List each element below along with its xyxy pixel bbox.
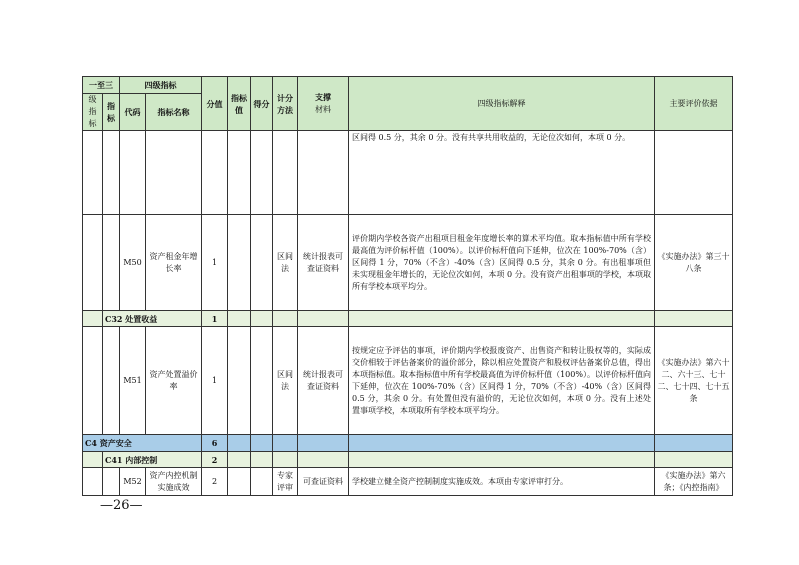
c4-label: C4 资产安全: [83, 435, 202, 452]
m52-code: M52: [120, 468, 146, 496]
m50-method: 区间法: [273, 215, 298, 311]
header-explanation: 四级指标解释: [349, 77, 655, 131]
header-row-1: [83, 77, 733, 94]
m50-material: 统计报表可查证资料: [298, 215, 349, 311]
header-index-value: 指标 值: [228, 77, 251, 131]
m52-basis: 《实施办法》第六条；《内控指南》: [655, 468, 733, 496]
header-basis: 主要评价依据: [655, 77, 733, 131]
header-method: 计分 方法: [273, 77, 298, 131]
m50-score: 1: [202, 215, 228, 311]
m50-explanation: 评价期内学校各资产出租项目租金年度增长率的算术平均值。取本指标值中所有学校最高值为评价标杆值（100%）。以评价标杆值向下延伸，位次在 100%-70%（含）区间得 1 分，70%（不含）-40%（含）区间得 0.5 分，其余 0 分。有出租事项但未实现租金年增长的，无论位次如何，本项 0 分。没有资产出租事项的学校，本项取所有学校本项平均分。: [349, 215, 655, 311]
m51-method: 区间法: [273, 327, 298, 435]
m52-material: 可查证资料: [298, 468, 349, 496]
header-level-index-bold: 指标: [103, 94, 120, 131]
m51-name: 资产处置溢价率: [146, 327, 202, 435]
m50-code: M50: [120, 215, 146, 311]
m52-method: 专家评审: [273, 468, 298, 496]
m52-explanation: 学校建立健全资产控制制度实施成效。本项由专家评审打分。: [349, 468, 655, 496]
c4-score: 6: [202, 435, 228, 452]
header-score: 分值: [202, 77, 228, 131]
header-code: 代码: [120, 94, 146, 131]
m50-basis: 《实施办法》第三十八条: [655, 215, 733, 311]
c41-score: 2: [202, 452, 228, 468]
c32-label: C32 处置收益: [103, 311, 202, 327]
m51-code: M51: [120, 327, 146, 435]
evaluation-table: [82, 76, 733, 496]
header-name: 指标名称: [146, 94, 202, 131]
m51-explanation: 按规定应予评估的事项，评价期内学校报废资产、出售资产和转让股权等的，实际成交价相较于评估备案价的溢价部分，除以相应处置资产和股权评估备案价总值，得出本项指标值。取本指标值中所有学校最高值为评价标杆值（100%）。以评价标杆值向下延伸，位次在 100%-70%（含）区间得 1 分，70%（不含）-40%（含）区间得 0.5 分，其余 0 分。有处置但没有溢价的，无论位次如何，本项 0 分。没有上述处置事项学校，本项取所有学校本项平均分。: [349, 327, 655, 435]
continuation-row: [83, 131, 733, 215]
c41-label: C41 内部控制: [103, 452, 202, 468]
page-number: —26—: [100, 498, 143, 513]
m51-basis: 《实施办法》第六十二、六十三、七十二、七十四、七十五条: [655, 327, 733, 435]
header-level-index: 级指标: [83, 94, 103, 131]
m51-score: 1: [202, 327, 228, 435]
header-level4: 四级指标: [120, 77, 202, 94]
m50-name: 资产租金年增长率: [146, 215, 202, 311]
table-row-m50: [83, 215, 733, 311]
m52-score: 2: [202, 468, 228, 496]
table-row-m52: [83, 468, 733, 496]
table-row-c32: [83, 311, 733, 327]
table-row-c41: [83, 452, 733, 468]
cont-explanation: 区间得 0.5 分，其余 0 分。没有共享共用收益的，无论位次如何，本项 0 分。: [349, 131, 655, 215]
m51-material: 统计报表可查证资料: [298, 327, 349, 435]
table-row-m51: [83, 327, 733, 435]
table-row-c4: [83, 435, 733, 452]
header-support: 支撑 材料: [298, 77, 349, 131]
m52-name: 资产内控机制实施成效: [146, 468, 202, 496]
c32-score: 1: [202, 311, 228, 327]
header-level1to3: 一至三: [83, 77, 120, 94]
header-got: 得分: [251, 77, 273, 131]
